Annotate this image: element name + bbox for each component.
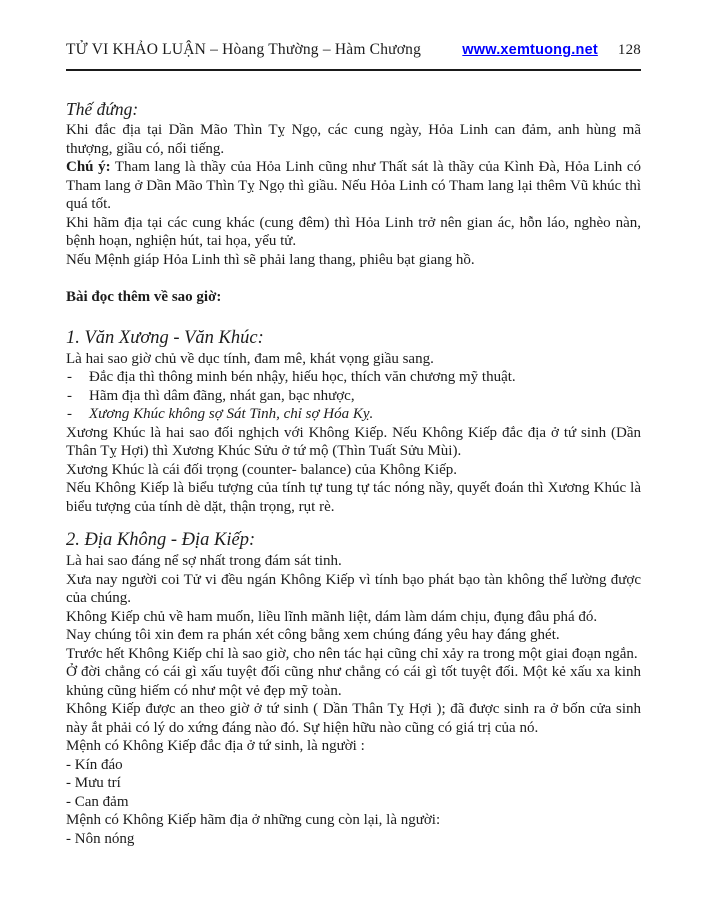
- page-number: 128: [617, 42, 641, 58]
- paragraph: Ở đời chẳng có cái gì xấu tuyệt đối cũng như chẳng có cái gì tốt tuyệt đối. Một kẻ xấu xa kinh khủng cũng hiếm có như một vẻ đẹp mỹ toàn.: [66, 664, 641, 699]
- section-heading-van-xuong: 1. Văn Xương - Văn Khúc:: [66, 327, 264, 348]
- page-header: [66, 40, 641, 71]
- trait-item: - Can đảm: [66, 793, 129, 810]
- header-right-group: [462, 41, 641, 60]
- page-content: [66, 98, 641, 848]
- paragraph: Xưa nay người coi Tử vi đều ngán Không Kiếp vì tính bạo phát bạo tàn không thể lường được của chúng.: [66, 571, 641, 606]
- note-label: Chú ý:: [66, 159, 111, 175]
- bullet-item: [66, 405, 641, 424]
- paragraph: Khi hãm địa tại các cung khác (cung đêm) thì Hỏa Linh trở nên gian ác, hỗn láo, nghèo nàn, bệnh hoạn, nghiện hút, tai họa, yểu tử.: [66, 214, 641, 249]
- bullet-dash: -: [67, 387, 72, 404]
- paragraph: Là hai sao đáng nể sợ nhất trong đám sát tinh.: [66, 553, 342, 569]
- bullet-dash: -: [67, 369, 72, 385]
- bullet-text: Xương Khúc không sợ Sát Tinh, chỉ sợ Hóa Kỵ.: [89, 406, 374, 422]
- paragraph-note: [66, 158, 641, 214]
- paragraph: Là hai sao giờ chủ về dục tính, đam mê, khát vọng giầu sang.: [66, 350, 434, 367]
- subsection-heading-the-dung: Thế đứng:: [66, 99, 139, 119]
- paragraph: Mệnh có Không Kiếp đắc địa ở tứ sinh, là người :: [66, 738, 365, 754]
- paragraph: Khi đắc địa tại Dần Mão Thìn Tỵ Ngọ, các cung ngày, Hỏa Linh can đảm, anh hùng mã thượng, giầu có, nổi tiếng.: [66, 122, 641, 157]
- bullet-dash: -: [67, 406, 72, 422]
- paragraph: Không Kiếp được an theo giờ ở tứ sinh ( Dần Thân Tỵ Hợi ); đã được sinh ra ở bốn cửa sinh này ắt phải có lý do xứng đáng nào đó. Sự hiện hữu nào cũng có giá trị của nó.: [66, 701, 641, 736]
- paragraph: Xương Khúc là hai sao đối nghịch với Không Kiếp. Nếu Không Kiếp đắc địa ở tứ sinh (Dần Thân Tỵ Hợi) thì Xương Khúc Sửu ở tứ mộ (Thìn Tuất Sửu Mùi).: [66, 424, 641, 459]
- paragraph: Nếu Mệnh giáp Hỏa Linh thì sẽ phải lang thang, phiêu bạt giang hồ.: [66, 251, 475, 268]
- trait-item: - Kín đáo: [66, 756, 123, 773]
- paragraph: Trước hết Không Kiếp chỉ là sao giờ, cho nên tác hại cũng chỉ xảy ra trong một giai đoạn ngắn.: [66, 645, 638, 662]
- section-heading-dia-khong: 2. Địa Không - Địa Kiếp:: [66, 530, 256, 550]
- header-title: TỬ VI KHẢO LUẬN – Hòang Thường – Hàm Chương: [66, 41, 422, 58]
- website-link[interactable]: www.xemtuong.net: [462, 42, 598, 58]
- paragraph: Không Kiếp chủ về ham muốn, liều lĩnh mãnh liệt, dám làm dám chịu, đụng đâu phá đó.: [66, 608, 598, 625]
- bullet-text: Đắc địa thì thông minh bén nhậy, hiếu học, thích văn chương mỹ thuật.: [89, 369, 516, 385]
- trait-item: - Nôn nóng: [66, 830, 135, 847]
- paragraph: Nay chúng tôi xin đem ra phán xét công bằng xem chúng đáng yêu hay đáng ghét.: [66, 627, 560, 643]
- bullet-item: [66, 368, 641, 387]
- bullet-text: Hãm địa thì dâm đãng, nhát gan, bạc nhược,: [89, 387, 355, 404]
- paragraph: Mệnh có Không Kiếp hãm địa ở những cung còn lại, là người:: [66, 812, 441, 828]
- trait-item: - Mưu trí: [66, 775, 121, 791]
- bullet-item: [66, 387, 641, 406]
- paragraph: Xương Khúc là cái đối trọng (counter- balance) của Không Kiếp.: [66, 461, 458, 478]
- reading-note-heading: Bài đọc thêm về sao giờ:: [66, 289, 222, 305]
- note-text: Tham lang là thầy của Hỏa Linh cũng như Thất sát là thầy của Kình Đà, Hỏa Linh có Tham lang ở Dần Mão Thìn Tỵ Ngọ thì giầu. Nếu Hỏa Linh có Tham lang lại thêm Vũ khúc thì quá tốt.: [66, 159, 641, 212]
- paragraph: Nếu Không Kiếp là biểu tượng của tính tự tung tự tác nóng nầy, quyết đoán thì Xương Khúc là biểu tượng của tính dè dặt, thận trọng, rụt rè.: [66, 480, 641, 515]
